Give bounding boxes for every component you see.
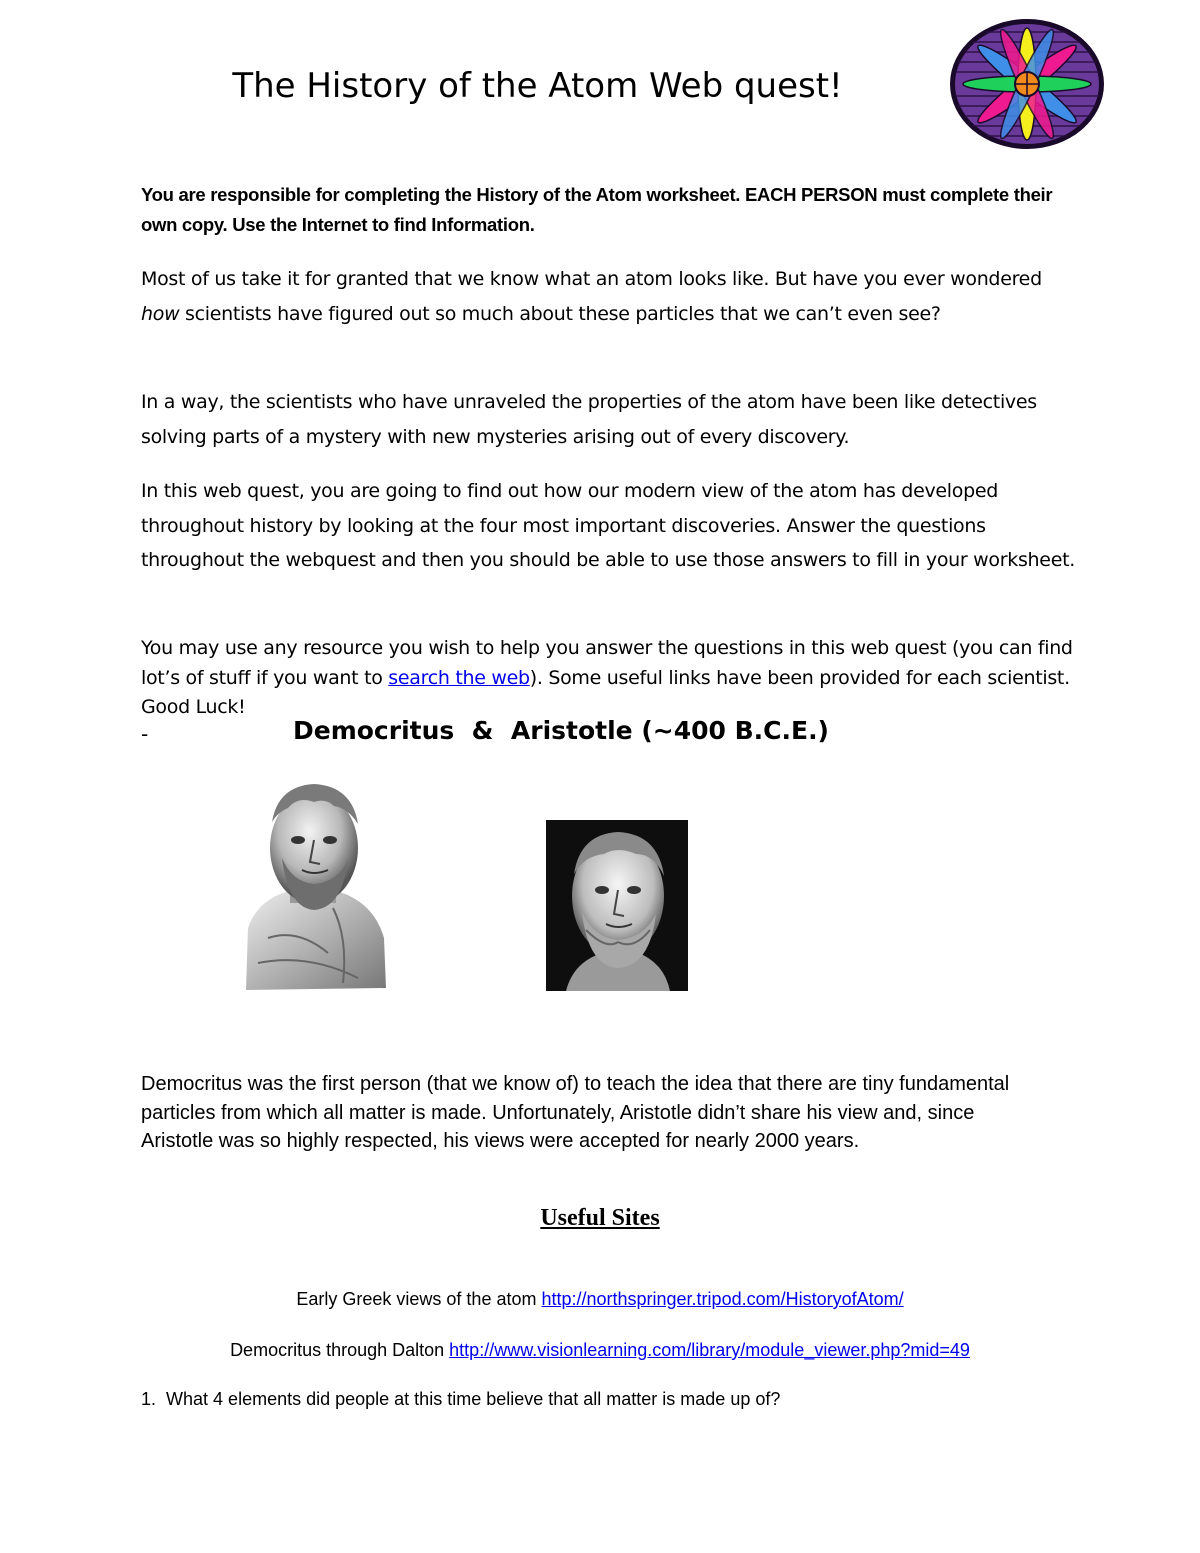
page-title: The History of the Atom Web quest!	[232, 66, 843, 106]
question-number: 1.	[141, 1389, 157, 1409]
paragraph-text: scientists have figured out so much about these particles that we can’t even see?	[179, 302, 941, 325]
site-label: Early Greek views of the atom	[296, 1289, 542, 1309]
useful-sites-heading: Useful Sites	[540, 1205, 660, 1231]
democritus-bust-image	[238, 778, 390, 994]
aristotle-bust-image	[546, 820, 688, 991]
paragraph-resources	[141, 634, 1081, 723]
emphasis-how: how	[141, 302, 180, 325]
visionlearning-link[interactable]: http://www.visionlearning.com/library/module_viewer.php?mid=49	[449, 1340, 970, 1360]
useful-site-democritus-dalton	[0, 1340, 1200, 1361]
useful-site-greek-views	[0, 1289, 1200, 1310]
intro-instructions: You are responsible for completing the History of the Atom worksheet. EACH PERSON must complete their own copy. Use the Internet to find Information.	[141, 184, 1053, 235]
northspringer-link[interactable]: http://northspringer.tripod.com/HistoryofAtom/	[541, 1289, 904, 1309]
paragraph-atom-looks	[141, 262, 1081, 331]
paragraph-text: ). Some useful links have been provided for each scientist. Good Luck!	[141, 666, 1070, 718]
paragraph-detectives: In a way, the scientists who have unraveled the properties of the atom have been like detectives solving parts of a mystery with new mysteries arising out of every discovery.	[141, 391, 1037, 448]
democritus-paragraph: Democritus was the first person (that we know of) to teach the idea that there are tiny fundamental particles from which all matter is made. Unfortunately, Aristotle didn’t share his view and, since Aristotle was so highly respected, his views were accepted for nearly 2000 years.	[141, 1073, 1010, 1152]
question-1	[141, 1389, 780, 1410]
search-the-web-link[interactable]: search the web	[388, 666, 530, 689]
question-text: What 4 elements did people at this time believe that all matter is made up of?	[166, 1389, 781, 1409]
paragraph-web-quest: In this web quest, you are going to find out how our modern view of the atom has developed throughout history by looking at the four most important discoveries. Answer the questions throughout the webquest and then you should be able to use those answers to fill in your worksheet.	[141, 480, 1075, 571]
list-dash: -	[141, 722, 149, 746]
section-heading-democritus-aristotle: Democritus & Aristotle (~400 B.C.E.)	[293, 716, 829, 745]
paragraph-text: Most of us take it for granted that we know what an atom looks like. But have you ever wondered	[141, 268, 1042, 290]
site-label: Democritus through Dalton	[230, 1340, 450, 1360]
paragraph-text: You may use any resource you wish to help you answer the questions in this web quest (you can find lot’s of stuff if you want to	[141, 637, 1073, 689]
atom-logo-icon	[948, 18, 1106, 150]
